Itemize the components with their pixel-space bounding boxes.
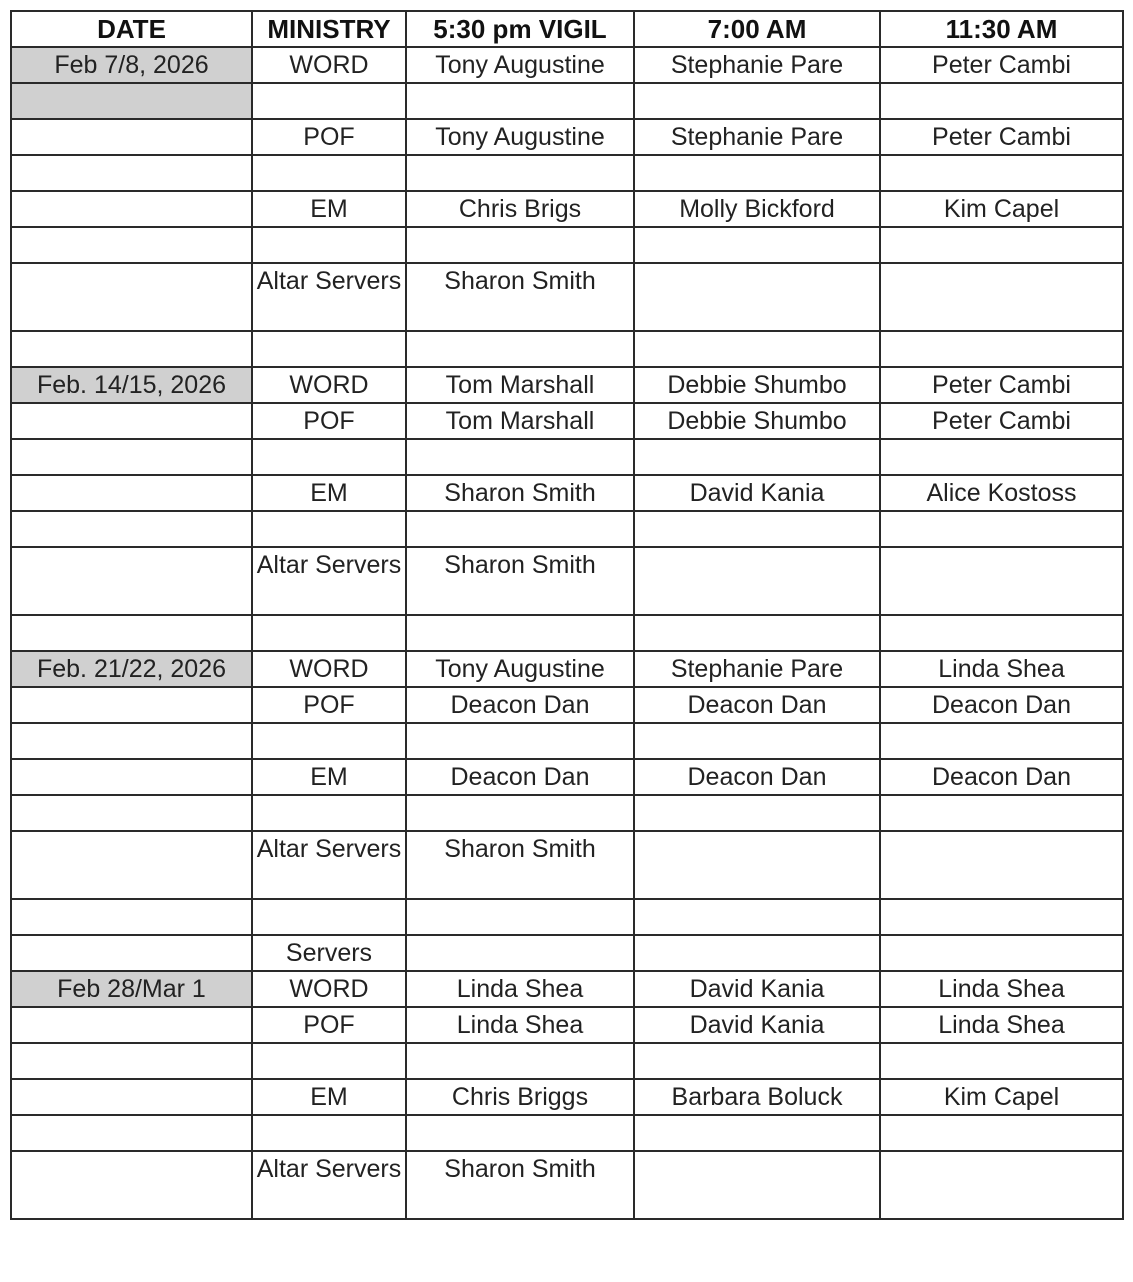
am7-cell xyxy=(634,547,880,615)
am7-cell xyxy=(634,1151,880,1219)
ministry-cell: POF xyxy=(252,403,406,439)
header-1130am: 11:30 AM xyxy=(880,11,1123,47)
ministry-cell: WORD xyxy=(252,367,406,403)
am1130-cell xyxy=(880,795,1123,831)
vigil-cell: Tom Marshall xyxy=(406,403,634,439)
date-cell: Feb 28/Mar 1 xyxy=(11,971,252,1007)
ministry-cell: WORD xyxy=(252,47,406,83)
table-row xyxy=(11,1115,1123,1151)
am1130-cell xyxy=(880,935,1123,971)
am7-cell xyxy=(634,1043,880,1079)
ministry-cell: Altar Servers xyxy=(252,1151,406,1219)
am1130-cell xyxy=(880,83,1123,119)
date-cell xyxy=(11,439,252,475)
vigil-cell xyxy=(406,155,634,191)
ministry-cell xyxy=(252,795,406,831)
ministry-cell: EM xyxy=(252,191,406,227)
am1130-cell xyxy=(880,511,1123,547)
ministry-cell: EM xyxy=(252,759,406,795)
table-row xyxy=(11,1007,1123,1043)
header-ministry: MINISTRY xyxy=(252,11,406,47)
ministry-cell xyxy=(252,155,406,191)
am1130-cell xyxy=(880,1115,1123,1151)
am1130-cell xyxy=(880,547,1123,615)
date-cell xyxy=(11,155,252,191)
vigil-cell xyxy=(406,331,634,367)
ministry-cell xyxy=(252,439,406,475)
date-cell xyxy=(11,1079,252,1115)
am7-cell xyxy=(634,439,880,475)
vigil-cell: Sharon Smith xyxy=(406,1151,634,1219)
ministry-cell: EM xyxy=(252,475,406,511)
am1130-cell: Deacon Dan xyxy=(880,687,1123,723)
header-row xyxy=(11,11,1123,47)
ministry-cell xyxy=(252,899,406,935)
header-vigil: 5:30 pm VIGIL xyxy=(406,11,634,47)
table-row xyxy=(11,119,1123,155)
vigil-cell: Sharon Smith xyxy=(406,475,634,511)
am7-cell xyxy=(634,83,880,119)
am7-cell xyxy=(634,511,880,547)
date-cell xyxy=(11,687,252,723)
table-row xyxy=(11,367,1123,403)
am1130-cell: Peter Cambi xyxy=(880,367,1123,403)
date-cell xyxy=(11,1115,252,1151)
vigil-cell xyxy=(406,511,634,547)
vigil-cell: Deacon Dan xyxy=(406,687,634,723)
vigil-cell: Chris Briggs xyxy=(406,1079,634,1115)
vigil-cell xyxy=(406,795,634,831)
table-row xyxy=(11,547,1123,615)
am7-cell: Stephanie Pare xyxy=(634,119,880,155)
am7-cell xyxy=(634,263,880,331)
am7-cell xyxy=(634,615,880,651)
ministry-cell: Servers xyxy=(252,935,406,971)
am7-cell xyxy=(634,831,880,899)
date-cell xyxy=(11,191,252,227)
table-row xyxy=(11,759,1123,795)
am7-cell: Barbara Boluck xyxy=(634,1079,880,1115)
schedule-table xyxy=(10,10,1124,1220)
am1130-cell xyxy=(880,899,1123,935)
am1130-cell xyxy=(880,831,1123,899)
vigil-cell xyxy=(406,1115,634,1151)
vigil-cell xyxy=(406,935,634,971)
ministry-cell xyxy=(252,511,406,547)
vigil-cell xyxy=(406,615,634,651)
ministry-cell xyxy=(252,615,406,651)
date-cell xyxy=(11,403,252,439)
ministry-cell: Altar Servers xyxy=(252,831,406,899)
date-cell: Feb. 21/22, 2026 xyxy=(11,651,252,687)
date-cell xyxy=(11,615,252,651)
table-row xyxy=(11,899,1123,935)
ministry-cell: Altar Servers xyxy=(252,547,406,615)
ministry-cell xyxy=(252,331,406,367)
ministry-cell xyxy=(252,83,406,119)
ministry-cell xyxy=(252,1043,406,1079)
vigil-cell: Tony Augustine xyxy=(406,119,634,155)
date-cell xyxy=(11,759,252,795)
date-cell: Feb. 14/15, 2026 xyxy=(11,367,252,403)
vigil-cell: Sharon Smith xyxy=(406,263,634,331)
am7-cell xyxy=(634,723,880,759)
vigil-cell: Tom Marshall xyxy=(406,367,634,403)
am1130-cell: Kim Capel xyxy=(880,1079,1123,1115)
am7-cell: David Kania xyxy=(634,1007,880,1043)
vigil-cell: Linda Shea xyxy=(406,971,634,1007)
ministry-cell xyxy=(252,1115,406,1151)
table-row xyxy=(11,511,1123,547)
ministry-cell xyxy=(252,723,406,759)
am7-cell: David Kania xyxy=(634,971,880,1007)
date-cell xyxy=(11,723,252,759)
ministry-cell: POF xyxy=(252,1007,406,1043)
date-cell xyxy=(11,1043,252,1079)
table-row xyxy=(11,971,1123,1007)
am7-cell xyxy=(634,331,880,367)
am7-cell xyxy=(634,899,880,935)
table-row xyxy=(11,615,1123,651)
vigil-cell: Chris Brigs xyxy=(406,191,634,227)
date-cell xyxy=(11,263,252,331)
table-row xyxy=(11,687,1123,723)
table-row xyxy=(11,263,1123,331)
am7-cell: Debbie Shumbo xyxy=(634,367,880,403)
date-cell xyxy=(11,227,252,263)
date-cell xyxy=(11,935,252,971)
ministry-cell: WORD xyxy=(252,651,406,687)
am1130-cell xyxy=(880,155,1123,191)
am1130-cell: Deacon Dan xyxy=(880,759,1123,795)
vigil-cell xyxy=(406,83,634,119)
vigil-cell: Tony Augustine xyxy=(406,47,634,83)
am7-cell: David Kania xyxy=(634,475,880,511)
am1130-cell xyxy=(880,1151,1123,1219)
date-cell xyxy=(11,1151,252,1219)
am7-cell xyxy=(634,227,880,263)
table-row xyxy=(11,723,1123,759)
vigil-cell xyxy=(406,899,634,935)
am7-cell: Stephanie Pare xyxy=(634,47,880,83)
table-row xyxy=(11,83,1123,119)
table-row xyxy=(11,331,1123,367)
am1130-cell: Linda Shea xyxy=(880,971,1123,1007)
vigil-cell xyxy=(406,723,634,759)
am1130-cell: Linda Shea xyxy=(880,1007,1123,1043)
am1130-cell xyxy=(880,723,1123,759)
table-row xyxy=(11,191,1123,227)
am1130-cell xyxy=(880,331,1123,367)
vigil-cell xyxy=(406,227,634,263)
am7-cell: Deacon Dan xyxy=(634,687,880,723)
am1130-cell xyxy=(880,263,1123,331)
date-cell xyxy=(11,511,252,547)
am7-cell: Stephanie Pare xyxy=(634,651,880,687)
vigil-cell: Sharon Smith xyxy=(406,547,634,615)
am7-cell: Debbie Shumbo xyxy=(634,403,880,439)
date-cell xyxy=(11,83,252,119)
date-cell xyxy=(11,119,252,155)
ministry-cell xyxy=(252,227,406,263)
ministry-cell: WORD xyxy=(252,971,406,1007)
am7-cell: Deacon Dan xyxy=(634,759,880,795)
table-row xyxy=(11,1151,1123,1219)
table-row xyxy=(11,1079,1123,1115)
am1130-cell xyxy=(880,227,1123,263)
am1130-cell: Alice Kostoss xyxy=(880,475,1123,511)
date-cell: Feb 7/8, 2026 xyxy=(11,47,252,83)
table-row xyxy=(11,831,1123,899)
date-cell xyxy=(11,795,252,831)
am1130-cell xyxy=(880,615,1123,651)
vigil-cell: Sharon Smith xyxy=(406,831,634,899)
date-cell xyxy=(11,1007,252,1043)
date-cell xyxy=(11,899,252,935)
table-row xyxy=(11,227,1123,263)
date-cell xyxy=(11,331,252,367)
am1130-cell: Linda Shea xyxy=(880,651,1123,687)
date-cell xyxy=(11,831,252,899)
table-row xyxy=(11,47,1123,83)
am7-cell xyxy=(634,795,880,831)
am7-cell: Molly Bickford xyxy=(634,191,880,227)
table-row xyxy=(11,795,1123,831)
ministry-cell: EM xyxy=(252,1079,406,1115)
table-row xyxy=(11,475,1123,511)
ministry-cell: POF xyxy=(252,119,406,155)
vigil-cell: Deacon Dan xyxy=(406,759,634,795)
am1130-cell: Kim Capel xyxy=(880,191,1123,227)
header-7am: 7:00 AM xyxy=(634,11,880,47)
date-cell xyxy=(11,547,252,615)
am7-cell xyxy=(634,1115,880,1151)
table-row xyxy=(11,155,1123,191)
table-row xyxy=(11,651,1123,687)
am7-cell xyxy=(634,155,880,191)
am1130-cell: Peter Cambi xyxy=(880,47,1123,83)
vigil-cell xyxy=(406,1043,634,1079)
vigil-cell: Tony Augustine xyxy=(406,651,634,687)
ministry-cell: POF xyxy=(252,687,406,723)
am7-cell xyxy=(634,935,880,971)
table-row xyxy=(11,403,1123,439)
am1130-cell xyxy=(880,1043,1123,1079)
vigil-cell: Linda Shea xyxy=(406,1007,634,1043)
am1130-cell: Peter Cambi xyxy=(880,403,1123,439)
am1130-cell: Peter Cambi xyxy=(880,119,1123,155)
date-cell xyxy=(11,475,252,511)
table-row xyxy=(11,439,1123,475)
table-row xyxy=(11,935,1123,971)
vigil-cell xyxy=(406,439,634,475)
table-row xyxy=(11,1043,1123,1079)
ministry-cell: Altar Servers xyxy=(252,263,406,331)
header-date: DATE xyxy=(11,11,252,47)
am1130-cell xyxy=(880,439,1123,475)
